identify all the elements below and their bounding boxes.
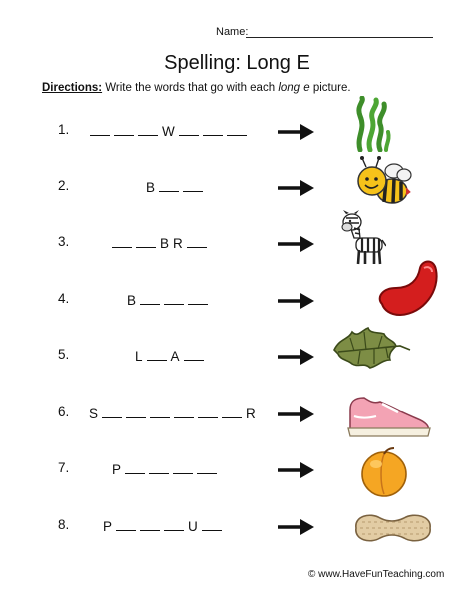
right-arrow-icon	[276, 515, 316, 539]
item-number: 6.	[58, 404, 70, 419]
letter-blank[interactable]	[179, 124, 199, 136]
given-letter: B	[127, 293, 137, 308]
name-field	[216, 26, 248, 38]
bee-icon	[352, 155, 412, 211]
right-arrow-icon	[276, 232, 316, 256]
word-blanks	[146, 180, 207, 195]
sneaker-icon	[346, 392, 432, 440]
letter-blank[interactable]	[164, 519, 184, 531]
seaweed-icon	[352, 96, 392, 152]
given-letter: P	[103, 519, 113, 534]
letter-blank[interactable]	[125, 462, 145, 474]
given-letter: S	[89, 406, 99, 421]
letter-blank[interactable]	[227, 124, 247, 136]
word-blanks	[127, 293, 212, 308]
letter-blank[interactable]	[222, 406, 242, 418]
word-blanks	[135, 349, 208, 364]
right-arrow-icon	[276, 176, 316, 200]
directions-emphasis: long e	[278, 82, 310, 94]
word-blanks	[103, 519, 226, 534]
directions-text-before: Write the words that go with each	[105, 82, 276, 94]
right-arrow-icon	[276, 289, 316, 313]
name-label: Name:	[216, 26, 249, 38]
bean-icon	[374, 258, 440, 318]
given-letter: A	[170, 349, 180, 364]
letter-blank[interactable]	[198, 406, 218, 418]
letter-blank[interactable]	[197, 462, 217, 474]
item-number: 7.	[58, 460, 70, 475]
right-arrow-icon	[276, 402, 316, 426]
letter-blank[interactable]	[90, 124, 110, 136]
item-number: 1.	[58, 122, 70, 137]
directions-text-after: picture.	[312, 82, 351, 94]
copyright-footer: © www.HaveFunTeaching.com	[308, 569, 445, 580]
given-letter: U	[188, 519, 198, 534]
word-blanks	[90, 124, 251, 139]
item-number: 3.	[58, 234, 70, 249]
letter-blank[interactable]	[184, 349, 204, 361]
given-letter: R	[246, 406, 256, 421]
letter-blank[interactable]	[116, 519, 136, 531]
given-letter: B	[160, 236, 170, 251]
letter-blank[interactable]	[164, 293, 184, 305]
leaf-icon	[330, 324, 414, 374]
right-arrow-icon	[276, 458, 316, 482]
letter-blank[interactable]	[149, 462, 169, 474]
letter-blank[interactable]	[183, 180, 203, 192]
letter-blank[interactable]	[138, 124, 158, 136]
given-letter: L	[135, 349, 143, 364]
letter-blank[interactable]	[203, 124, 223, 136]
letter-blank[interactable]	[126, 406, 146, 418]
item-number: 8.	[58, 517, 70, 532]
letter-blank[interactable]	[136, 236, 156, 248]
word-blanks	[112, 236, 211, 251]
given-letter: P	[112, 462, 122, 477]
letter-blank[interactable]	[150, 406, 170, 418]
letter-blank[interactable]	[188, 293, 208, 305]
given-letter: R	[173, 236, 183, 251]
letter-blank[interactable]	[187, 236, 207, 248]
letter-blank[interactable]	[140, 519, 160, 531]
letter-blank[interactable]	[112, 236, 132, 248]
letter-blank[interactable]	[114, 124, 134, 136]
given-letter: W	[162, 124, 175, 139]
letter-blank[interactable]	[173, 462, 193, 474]
name-underline	[246, 37, 433, 38]
word-blanks	[89, 406, 260, 421]
item-number: 5.	[58, 347, 70, 362]
peanut-icon	[350, 508, 434, 548]
letter-blank[interactable]	[159, 180, 179, 192]
word-blanks	[112, 462, 221, 477]
letter-blank[interactable]	[102, 406, 122, 418]
letter-blank[interactable]	[202, 519, 222, 531]
peach-icon	[358, 446, 410, 498]
letter-blank[interactable]	[140, 293, 160, 305]
page-title: Spelling: Long E	[164, 52, 310, 74]
right-arrow-icon	[276, 120, 316, 144]
directions	[42, 82, 351, 94]
letter-blank[interactable]	[147, 349, 167, 361]
letter-blank[interactable]	[174, 406, 194, 418]
right-arrow-icon	[276, 345, 316, 369]
item-number: 2.	[58, 178, 70, 193]
given-letter: B	[146, 180, 156, 195]
item-number: 4.	[58, 291, 70, 306]
directions-label: Directions:	[42, 82, 103, 94]
